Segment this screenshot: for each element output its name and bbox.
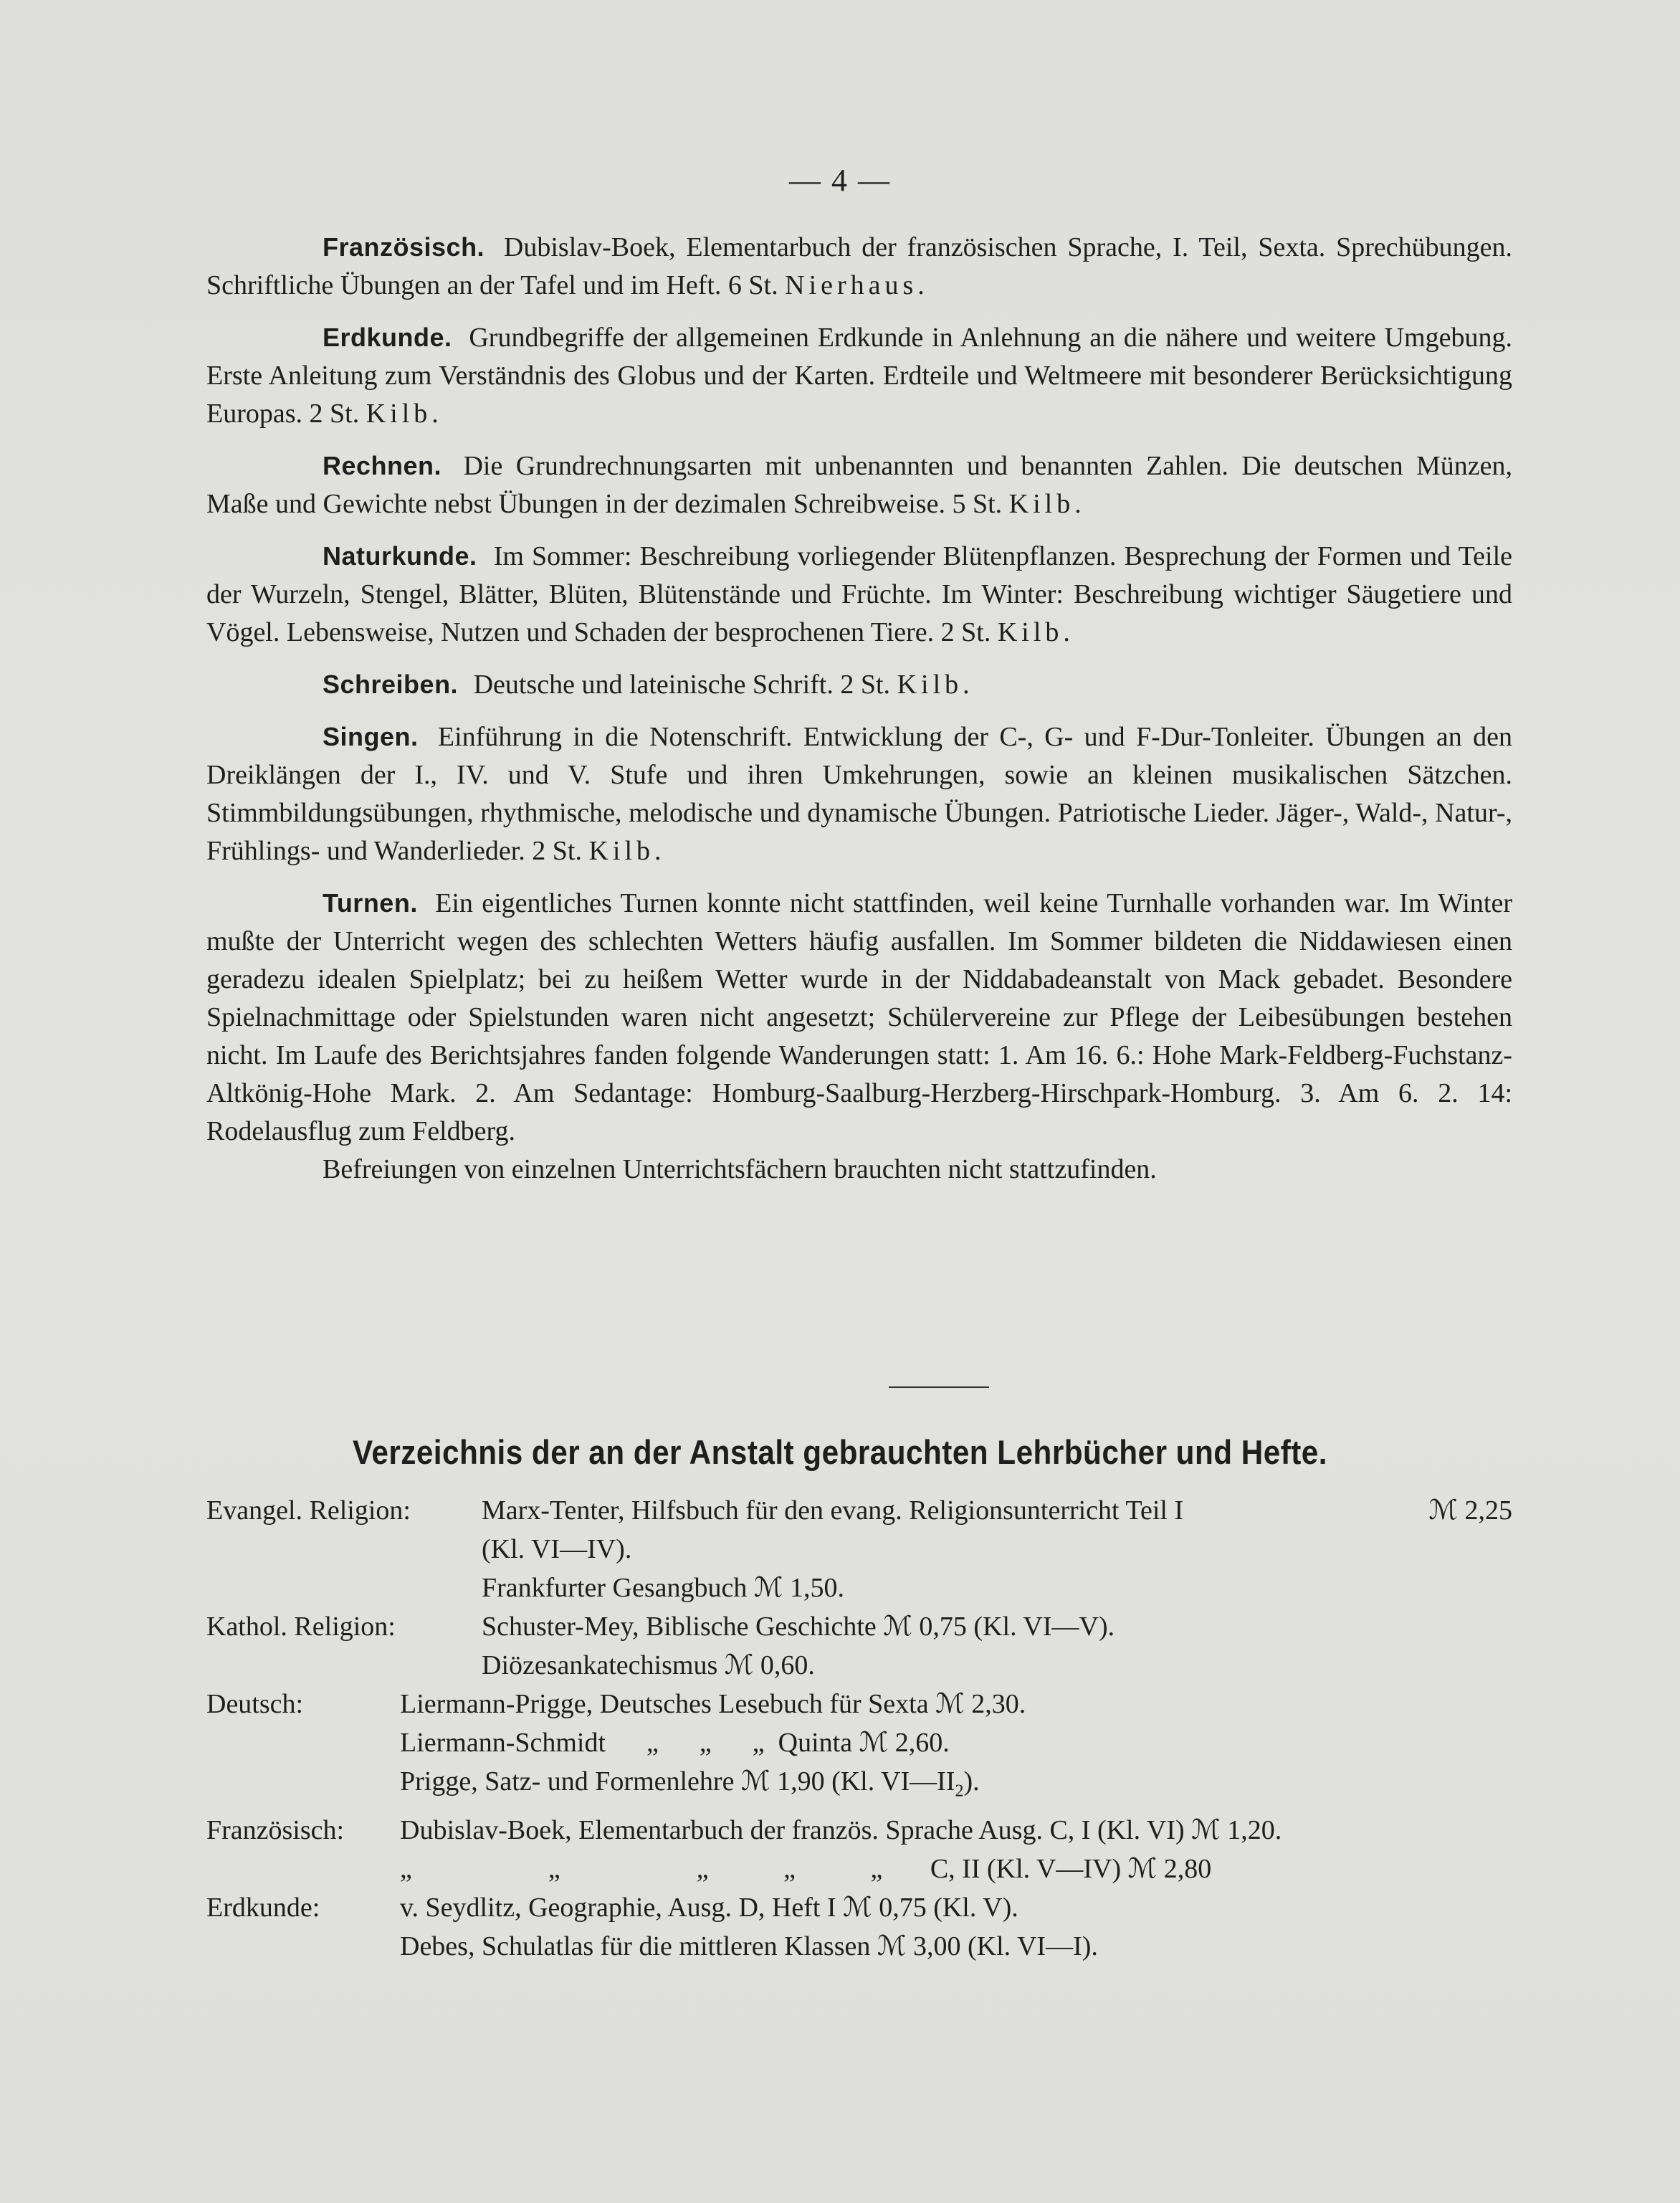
section-heading: Erdkunde.: [323, 323, 452, 352]
book-row: [206, 1811, 1512, 1850]
book-row: [206, 1888, 1512, 1927]
book-title-end: ).: [963, 1766, 980, 1797]
section-heading: Französisch.: [323, 232, 485, 262]
subject-label: Erdkunde:: [206, 1892, 320, 1923]
section-nature-studies: [206, 537, 1512, 652]
teacher-name: Kilb.: [997, 617, 1074, 647]
curriculum-sections: [206, 228, 1512, 1202]
page-number: — 4 —: [789, 163, 891, 198]
subject-label: Deutsch:: [206, 1689, 304, 1719]
book-entry: Liermann-Schmidt „ „ „ Quinta ℳ 2,60.: [400, 1728, 950, 1758]
exemption-note: Befreiungen von einzelnen Unterrichtsfächern brauchten nicht stattzufinden.: [323, 1154, 1157, 1184]
section-singing: [206, 718, 1512, 870]
section-text: Die Grundrechnungsarten mit unbenannten und benannten Zahlen. Die deutschen Münzen, Maße und Gewichte nebst Übungen in der dezimalen Schreibweise. 5 St.: [206, 451, 1512, 519]
book-price: ℳ 2,25: [1428, 1495, 1512, 1526]
section-arithmetic: [206, 447, 1512, 523]
teacher-name: Kilb.: [1008, 489, 1086, 519]
section-text: Einführung in die Notenschrift. Entwicklung der C-, G- und F-Dur-Tonleiter. Übungen an den Dreiklängen der I., IV. und V. Stufe und ihren Umkehrungen, sowie an kleinen musikalischen Sätzchen. Stimmbildungsübungen, rhythmische, melodische und dynamische Übungen. Patriotische Lieder. Jäger-, Wald-, Natur-, Frühlings- und Wanderlieder. 2 St.: [206, 722, 1513, 866]
book-entry-note: (Kl. VI—IV).: [482, 1534, 632, 1564]
book-entry: Debes, Schulatlas für die mittleren Klassen ℳ 3,00 (Kl. VI—I).: [400, 1931, 1098, 1961]
book-subscript: 2: [955, 1781, 964, 1801]
section-heading: Turnen.: [323, 888, 418, 918]
textbook-list: [206, 1491, 1512, 1966]
section-heading: Rechnen.: [323, 451, 442, 480]
section-geography: [206, 318, 1512, 433]
book-entry: Diözesankatechismus ℳ 0,60.: [482, 1650, 815, 1680]
teacher-name: Kilb.: [897, 670, 974, 700]
section-text: Dubislav-Boek, Elementarbuch der französischen Sprache, I. Teil, Sexta. Sprechübungen. Schriftliche Übungen an der Tafel und im Heft. 6 St.: [206, 232, 1512, 300]
subject-label: Evangel. Religion:: [206, 1495, 411, 1526]
section-writing: [206, 665, 1512, 704]
section-text: Deutsche und lateinische Schrift. 2 St.: [473, 670, 891, 700]
book-entry: Liermann-Prigge, Deutsches Lesebuch für Sexta ℳ 2,30.: [400, 1689, 1026, 1719]
book-title: Marx-Tenter, Hilfsbuch für den evang. Religionsunterricht Teil I: [482, 1495, 1184, 1526]
book-entry: [206, 1762, 1512, 1811]
book-entry: [482, 1491, 1512, 1530]
book-row: [206, 1685, 1512, 1723]
section-text: Ein eigentliches Turnen konnte nicht stattfinden, weil keine Turnhalle vorhanden war. Im Winter mußte der Unterricht wegen des schlechten Wetters häufig ausfallen. Im Sommer bildeten die Niddawiesen einen geradezu idealen Spielplatz; bei zu heißem Wetter wurde in der Niddabadeanstalt von Mack gebadet. Besondere Spielnachmittage oder Spielstunden waren nicht angesetzt; Schülervereine zur Pflege der Leibesübungen bestehen nicht. Im Laufe des Berichtsjahres fanden folgende Wanderungen statt: 1. Am 16. 6.: Hohe Mark-Feldberg-Fuchstanz-Altkönig-Hohe Mark. 2. Am Sedantage: Homburg-Saalburg-Herzberg-Hirschpark-Homburg. 3. Am 6. 2. 14: Rodelausflug zum Feldberg.: [206, 888, 1513, 1146]
subject-label: Kathol. Religion:: [206, 1612, 396, 1642]
book-entry: Schuster-Mey, Biblische Geschichte ℳ 0,75 (Kl. VI—V).: [482, 1612, 1115, 1642]
section-gymnastics: [206, 884, 1512, 1151]
subject-label: Französisch:: [206, 1814, 345, 1845]
section-divider: [889, 1386, 989, 1388]
book-entry: Frankfurter Gesangbuch ℳ 1,50.: [482, 1573, 845, 1603]
section-text: Grundbegriffe der allgemeinen Erdkunde in Anlehnung an die nähere und weitere Umgebung. Erste Anleitung zum Verständnis des Globus und der Karten. Erdteile und Weltmeere mit besonderer Berücksichtigung Europas. 2 St.: [206, 323, 1512, 429]
book-entry: v. Seydlitz, Geographie, Ausg. D, Heft I ℳ 0,75 (Kl. V).: [400, 1892, 1018, 1923]
teacher-name: Kilb.: [588, 836, 666, 866]
teacher-name: Kilb.: [366, 399, 443, 429]
textbook-list-title: Verzeichnis der an der Anstalt gebrauchten Lehrbücher und Hefte.: [353, 1433, 1327, 1471]
book-row: [206, 1607, 1512, 1646]
book-title: Prigge, Satz- und Formenlehre ℳ 1,90 (Kl. VI—II: [400, 1766, 955, 1797]
section-heading: Naturkunde.: [323, 541, 477, 571]
section-french: [206, 228, 1512, 305]
book-entry: „ „ „ „ „ C, II (Kl. V—IV) ℳ 2,80: [400, 1853, 1212, 1884]
section-heading: Schreiben.: [323, 670, 459, 699]
book-row: [206, 1491, 1512, 1530]
teacher-name: Nierhaus.: [785, 270, 929, 300]
section-text: Im Sommer: Beschreibung vorliegender Blütenpflanzen. Besprechung der Formen und Teile der Wurzeln, Stengel, Blätter, Blüten, Blütenstände und Früchte. Im Winter: Beschreibung wichtiger Säugetiere und Vögel. Lebensweise, Nutzen und Schaden der besprochenen Tiere. 2 St.: [206, 541, 1513, 647]
section-heading: Singen.: [323, 722, 419, 751]
book-entry: Dubislav-Boek, Elementarbuch der französ. Sprache Ausg. C, I (Kl. VI) ℳ 1,20.: [400, 1814, 1282, 1845]
